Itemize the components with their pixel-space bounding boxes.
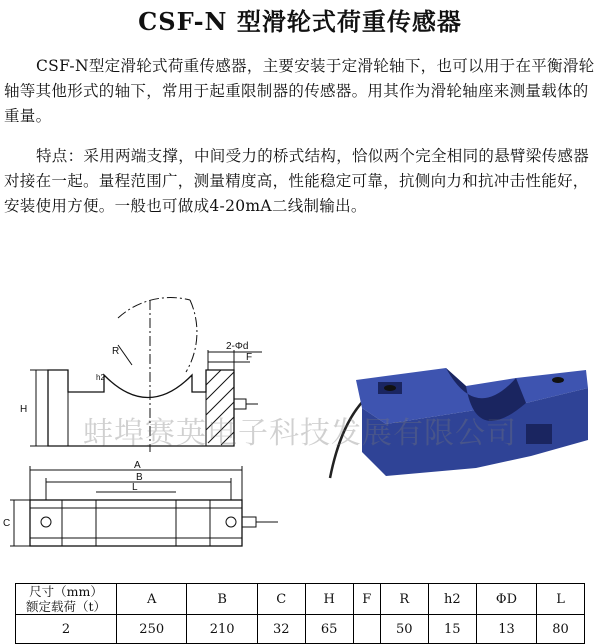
cell-f [353,615,380,644]
col-l: L [537,584,585,615]
col-h: H [305,584,353,615]
label-l: L [132,482,138,493]
col-a: A [117,584,187,615]
cell-h: 65 [305,615,353,644]
col-phid: ΦD [476,584,536,615]
label-r: R [112,346,120,357]
spec-table [15,583,585,644]
cell-r: 50 [380,615,428,644]
col-h2: h2 [428,584,476,615]
table-header-row [16,584,585,615]
col-r: R [380,584,428,615]
label-h: H [20,404,28,415]
watermark: 蚌埠赛英电子科技发展有限公司 [83,416,517,451]
label-a: A [134,460,141,471]
page-title: CSF-N 型滑轮式荷重传感器 [138,7,462,36]
label-f: F [246,352,253,363]
cell-load: 2 [16,615,117,644]
cell-a: 250 [117,615,187,644]
table-row [16,615,585,644]
label-h2: h2 [96,373,105,382]
sensor-photo [326,328,588,480]
col-b: B [187,584,257,615]
cell-h2: 15 [428,615,476,644]
features-paragraph: 特点：采用两端支撑，中间受力的桥式结构，恰似两个完全相同的悬臂梁传感器对接在一起。量程范围广，测量精度高，性能稳定可靠，抗侧向力和抗冲击性能好，安装使用方便。一般也可做成4-20mA二线制输出。 [4,147,590,215]
cell-c: 32 [257,615,305,644]
label-c: C [3,518,11,529]
label-phi-d: 2-Φd [226,341,249,352]
header-line1: 尺寸（mm） [29,584,103,599]
header-dimension-load [16,584,117,615]
intro-paragraph: CSF-N型定滑轮式荷重传感器，主要安装于定滑轮轴下，也可以用于在平衡滑轮轴等其他形式的轴下，常用于起重限制器的传感器。用其作为滑轮轴座来测量载体的重量。 [4,57,595,125]
cell-l: 80 [537,615,585,644]
label-b: B [136,472,143,483]
cell-phid: 13 [476,615,536,644]
col-f: F [353,584,380,615]
cell-b: 210 [187,615,257,644]
col-c: C [257,584,305,615]
header-line2: 额定载荷（t） [25,599,107,614]
